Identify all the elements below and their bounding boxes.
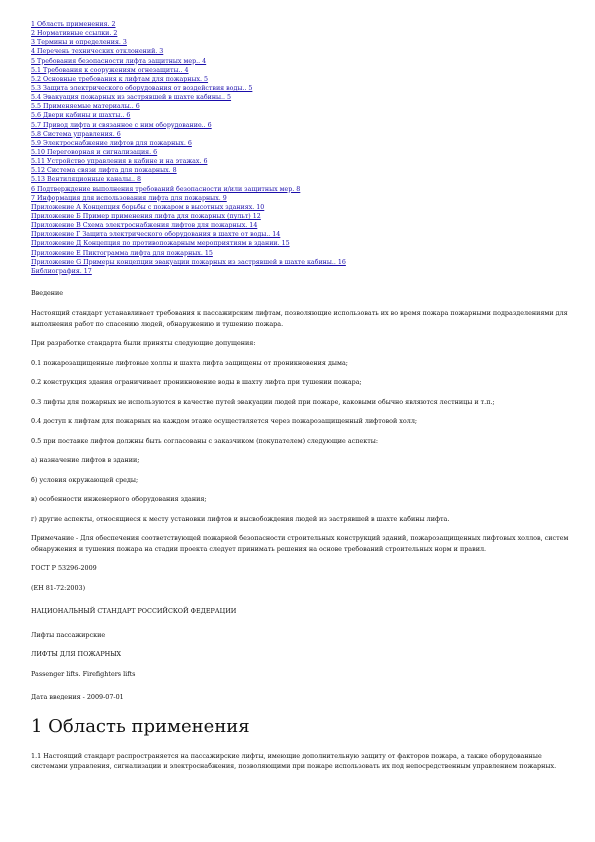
toc-item	[31, 57, 579, 66]
toc-item	[31, 249, 579, 258]
toc-item	[31, 267, 579, 276]
toc-link[interactable]: 5.1 Требования к сооружениям огнезащиты.. 4	[31, 66, 189, 74]
toc-link[interactable]: 5.8 Система управления. 6	[31, 130, 121, 138]
aspect-item: г) другие аспекты, относящиеся к месту установки лифтов и высвобождения людей из застрявшей в шахте кабины лифта.	[31, 514, 450, 523]
toc-link[interactable]: 1 Область применения. 2	[31, 21, 116, 28]
assumption-item: 0.1 пожарозащищенные лифтовые холлы и шахта лифта защищены от проникновения дыма;	[31, 358, 348, 367]
toc-item	[31, 230, 579, 239]
toc-link[interactable]: 7 Информация для использования лифта для пожарных. 9	[31, 194, 227, 202]
document-page	[31, 20, 579, 772]
toc-item	[31, 38, 579, 47]
standard-title-en: Passenger lifts. Firefighters lifts	[31, 669, 136, 678]
intro-paragraph: Настоящий стандарт устанавливает требования к пассажирским лифтам, позволяющие использовать их во время пожара пожарными подразделениями для выполнения работ по спасению людей, обнаружению и тушению пожара.	[31, 309, 568, 328]
toc-link[interactable]: 5.4 Эвакуация пожарных из застрявшей в шахте кабины.. 5	[31, 94, 232, 102]
table-of-contents	[31, 20, 579, 276]
aspect-item: в) особенности инженерного оборудования здания;	[31, 495, 207, 504]
toc-item	[31, 130, 579, 139]
standard-number: ГОСТ Р 53296-2009	[31, 564, 97, 573]
toc-link[interactable]: 5.11 Устройство управления в кабине и на этажах. 6	[31, 158, 208, 166]
toc-link[interactable]: 2 Нормативные ссылки. 2	[31, 30, 118, 38]
assumption-item: 0.2 конструкция здания ограничивает проникновение воды в шахту лифта при тушении пожара;	[31, 378, 362, 387]
introduction-date: Дата введения - 2009-07-01	[31, 693, 124, 702]
assumption-item: 0.4 доступ к лифтам для пожарных на каждом этаже осуществляется через пожарозащищенный лифтовой холл;	[31, 417, 418, 426]
note-paragraph: Примечание - Для обеспечения соответствующей пожарной безопасности строительных конструкций зданий, пожарозащищенных лифтовых холлов, систем обнаружения и тушения пожара на стадии проекта следует принимать решения на основе требований строительных норм и правил.	[31, 534, 569, 553]
toc-link[interactable]: Приложение Е Пиктограмма лифта для пожарных. 15	[31, 249, 213, 257]
toc-link[interactable]: 5.12 Система связи лифта для пожарных. 8	[31, 167, 177, 175]
toc-item	[31, 148, 579, 157]
toc-item	[31, 47, 579, 56]
standard-category: Лифты пассажирские	[31, 630, 106, 639]
toc-item	[31, 185, 579, 194]
toc-link[interactable]: Библиография. 17	[31, 267, 92, 275]
toc-link[interactable]: Приложение G Примеры концепции эвакуации пожарных из застрявшей в шахте кабины.. 16	[31, 258, 346, 266]
toc-link[interactable]: 5.2 Основные требования к лифтам для пожарных. 5	[31, 75, 209, 83]
toc-link[interactable]: 6 Подтверждение выполнения требований безопасности и/или защитных мер. 8	[31, 185, 301, 193]
toc-link[interactable]: Приложение Д Концепция по противопожарным мероприятиям в здании. 15	[31, 240, 290, 248]
aspect-item: б) условия окружающей среды;	[31, 475, 139, 484]
toc-item	[31, 20, 579, 29]
toc-link[interactable]: Приложение В Схема электроснабжения лифтов для пожарных. 14	[31, 222, 258, 230]
toc-item	[31, 84, 579, 93]
toc-item	[31, 203, 579, 212]
assumption-item: 0.3 лифты для пожарных не используются в качестве путей эвакуации людей при пожаре, каковыми обычно являются лестницы и т.п.;	[31, 397, 495, 406]
toc-item	[31, 111, 579, 120]
toc-link[interactable]: 4 Перечень технических отклонений. 3	[31, 48, 164, 56]
toc-item	[31, 121, 579, 130]
toc-item	[31, 212, 579, 221]
toc-link[interactable]: 5.10 Переговорная и сигнализация. 6	[31, 148, 158, 156]
toc-item	[31, 29, 579, 38]
standard-title: ЛИФТЫ ДЛЯ ПОЖАРНЫХ	[31, 650, 122, 659]
toc-item	[31, 258, 579, 267]
toc-item	[31, 157, 579, 166]
toc-link[interactable]: 5.6 Двери кабины и шахты.. 6	[31, 112, 131, 120]
toc-item	[31, 239, 579, 248]
standard-en-reference: (ЕН 81-72:2003)	[31, 583, 86, 592]
toc-link[interactable]: 3 Термины и определения. 3	[31, 39, 127, 47]
toc-item	[31, 93, 579, 102]
toc-link[interactable]: Приложение А Концепция борьбы с пожаром в высотных зданиях. 10	[31, 203, 265, 211]
aspect-item: а) назначение лифтов в здании;	[31, 456, 140, 465]
toc-link[interactable]: 5 Требования безопасности лифта защитных мер.. 4	[31, 57, 207, 65]
toc-item	[31, 139, 579, 148]
national-standard-label: НАЦИОНАЛЬНЫЙ СТАНДАРТ РОССИЙСКОЙ ФЕДЕРАЦИИ	[31, 607, 237, 616]
toc-item	[31, 75, 579, 84]
section-1-paragraph: 1.1 Настоящий стандарт распространяется на пассажирские лифты, имеющие дополнительную защиту от факторов пожара, а также оборудованные системами управления, сигнализации и электроснабжения, позволяющими при пожаре использовать их под непосредственным управлением пожарных.	[31, 751, 557, 771]
toc-link[interactable]: 5.13 Вентиляционные каналы.. 8	[31, 176, 142, 184]
toc-link[interactable]: Приложение Б Пример применения лифта для пожарных (пульт) 12	[31, 212, 261, 220]
toc-item	[31, 166, 579, 175]
section-1-title: 1 Область применения	[31, 715, 250, 737]
toc-item	[31, 194, 579, 203]
toc-item	[31, 221, 579, 230]
intro-heading: Введение	[31, 288, 64, 297]
toc-link[interactable]: Приложение Г Защита электрического оборудования в шахте от воды.. 14	[31, 231, 281, 239]
assumptions-paragraph: При разработке стандарта были приняты следующие допущения:	[31, 339, 256, 348]
toc-item	[31, 66, 579, 75]
toc-item	[31, 175, 579, 184]
toc-link[interactable]: 5.5 Применяемые материалы.. 6	[31, 103, 140, 111]
toc-link[interactable]: 5.9 Электроснабжение лифтов для пожарных. 6	[31, 139, 192, 147]
toc-link[interactable]: 5.3 Защита электрического оборудования от воздействия воды.. 5	[31, 84, 253, 92]
toc-link[interactable]: 5.7 Привод лифта и связанное с ним оборудование.. 6	[31, 121, 212, 129]
toc-item	[31, 102, 579, 111]
assumption-item: 0.5 при поставке лифтов должны быть согласованы с заказчиком (покупателем) следующие аспекты:	[31, 436, 379, 445]
